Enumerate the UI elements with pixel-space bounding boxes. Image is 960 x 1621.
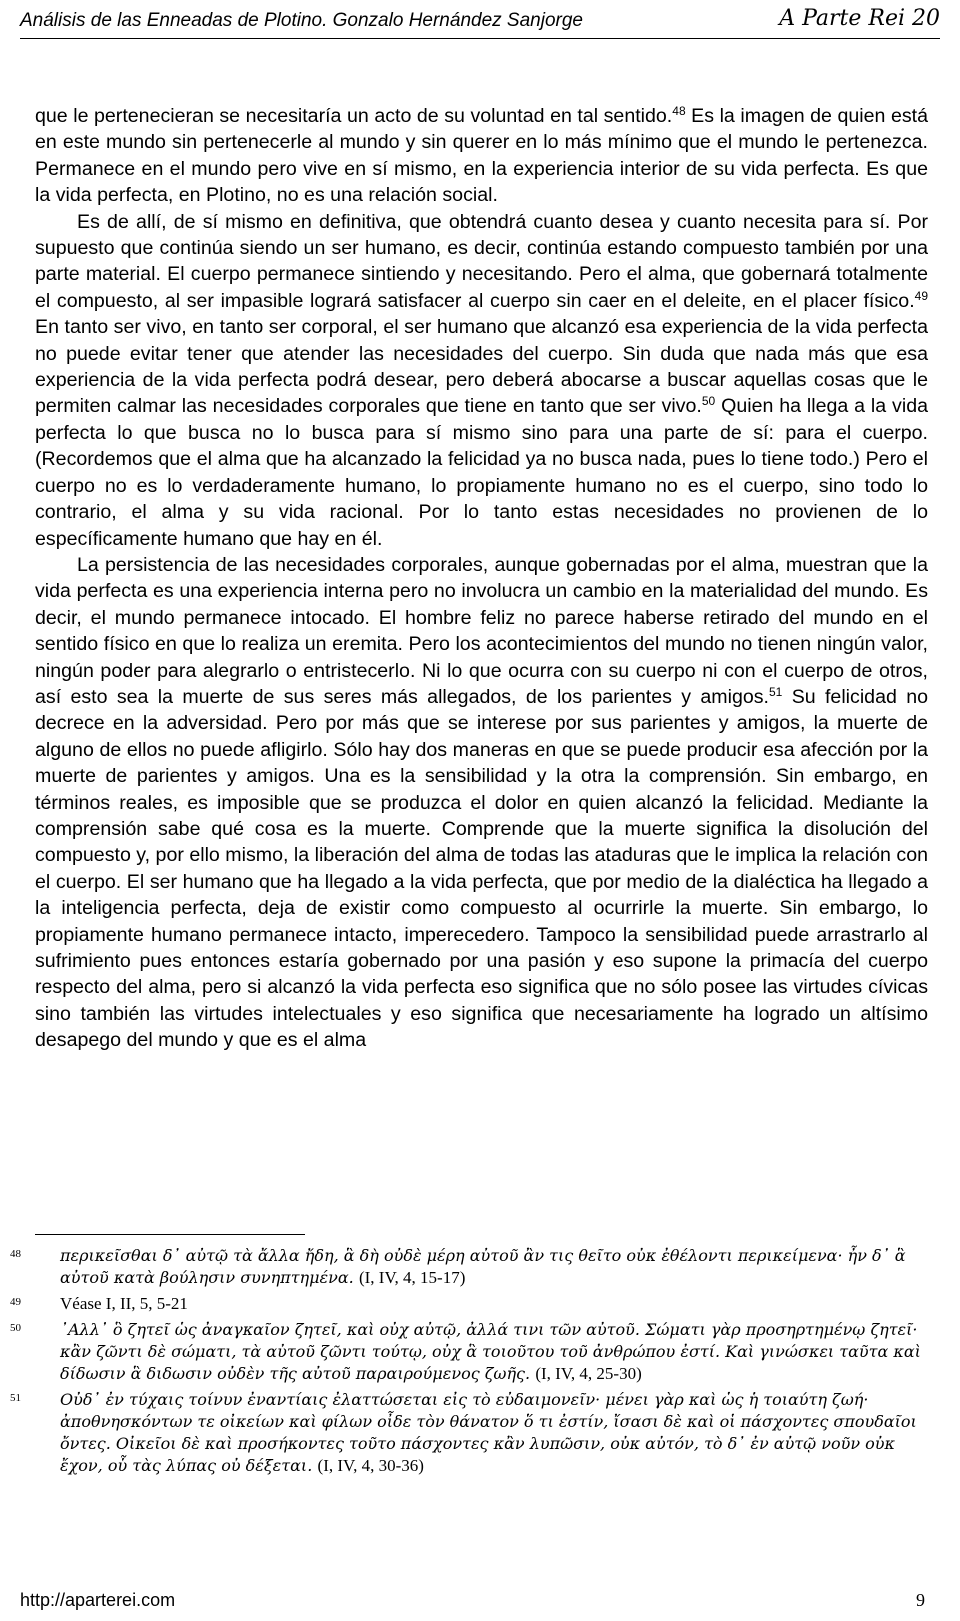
citation: (I, IV, 4, 30-36) — [317, 1456, 424, 1475]
footnote-ref-50[interactable]: 50 — [701, 394, 716, 409]
greek-quote: περικεῖσθαι δ᾽ αὐτῷ τὰ ἄλλα ἤδη, ἃ δὴ οὐδὲ μέρη αὐτοῦ ἂν τις θεῖτο οὐκ ἐθέλοντι περικείμενα· ἦν δ᾽ ἃ αὐτοῦ κατὰ βούλησιν συνηπτημένα. — [60, 1246, 906, 1287]
footnote-51 — [0, 1389, 928, 1477]
footnote-number: 51 — [10, 1392, 21, 1404]
footnote-ref-51[interactable]: 51 — [769, 684, 783, 699]
footnote-48 — [0, 1245, 928, 1289]
footnote-ref-49[interactable]: 49 — [914, 288, 928, 303]
footnotes — [0, 1245, 928, 1481]
running-title: Análisis de las Enneadas de Plotino. Gonzalo Hernández Sanjorge — [20, 10, 583, 31]
footnote-number: 49 — [10, 1296, 21, 1308]
footnote-number: 48 — [10, 1248, 21, 1260]
journal-brand: A Parte Rei 20 — [779, 6, 940, 31]
footnote-separator — [35, 1234, 305, 1235]
citation: Véase I, II, 5, 5-21 — [60, 1294, 188, 1313]
page-header — [20, 6, 940, 36]
paragraph-1: que le pertenecieran se necesitaría un acto de su voluntad en tal sentido.$^{48}$ Es la imagen de quien está en este mundo sin pertenecerle al mundo y sin querer en lo más mínimo que el mundo le pertenezca. Permanece en el mundo pero vive en sí mismo, en la experiencia interior de su vida perfecta. Es que la vida perfecta, en Plotino, no es una relación social. — [35, 104, 928, 207]
site-link[interactable]: http://aparterei.com — [20, 1590, 176, 1610]
page-footer — [20, 1590, 925, 1614]
citation: (I, IV, 4, 25-30) — [535, 1364, 642, 1383]
page-number: 9 — [916, 1590, 925, 1610]
citation: (I, IV, 4, 15-17) — [358, 1268, 466, 1287]
paragraph-2: Es de allí, de sí mismo en definitiva, que obtendrá cuanto desea y cuanto necesita para sí. Por supuesto que continúa siendo un ser humano, es decir, continúa estando compuesto también por una parte material. El cuerpo permanece sintiendo y necesitando. Pero el alma, que gobernará totalmente el compuesto, al ser impasible logrará satisfacer al cuerpo sin caer en el deleite, en el placer físico.$^{49}$ En tanto ser vivo, en tanto ser corporal, el ser humano que alcanzó esa experiencia de la vida perfecta no puede evitar tener que atender las necesidades del cuerpo. Sin duda que nada más que esa experiencia de la vida perfecta podrá desear, pero deberá abocarse a buscar aquellas cosas que le permiten calmar las necesidades corporales que tiene en tanto que ser vivo.$^{50}$ Quien ha llega a la vida perfecta lo que busca no lo busca para sí mismo sino para una parte de sí: para el cuerpo. (Recordemos que el alma que ha alcanzado la felicidad ya no busca nada, pues lo tiene todo.) Pero el cuerpo no es lo verdaderamente humano, lo propiamente humano no es el cuerpo, sino todo lo contrario, el alma y su vida racional. Por lo tanto estas necesidades no provienen de lo específicamente humano que hay en él. — [35, 210, 928, 550]
greek-quote: Οὐδ᾽ ἐν τύχαις τοίνυν ἐναντίαις ἐλαττώσεται εἰς τὸ εὐδαιμονεῖν· μένει γὰρ καὶ ὡς ἡ τοιαύτη ζωή· ἀποθνησκόντων τε οἰκείων καὶ φίλων οἶδε τὸν θάνατον ὅ τι ἐστίν, ἴσασι δὲ καὶ οἱ πάσχοντες σπουδαῖοι ὄντες. Οἰκεῖοι δὲ καὶ προσήκοντες τοῦτο πάσχοντες κἂν λυπῶσιν, οὐκ αὐτόν, τὸ δ᾽ ἐν αὐτῷ νοῦν οὐκ ἔχον, οὗ τὰς λύπας οὐ δέξεται. — [60, 1390, 917, 1475]
footnote-number: 50 — [10, 1322, 21, 1334]
footnote-50 — [0, 1319, 928, 1385]
greek-quote: ᾽Αλλ᾽ ὃ ζητεῖ ὡς ἀναγκαῖον ζητεῖ, καὶ οὐχ αὐτῷ, ἀλλά τινι τῶν αὐτοῦ. Σώματι γὰρ προσηρτημένῳ ζητεῖ· κἂν ζῶντι δὲ σώματι, τὰ αὐτοῦ ζῶντι τούτῳ, οὐχ ἃ τοιοῦτου τοῦ ἀνθρώπου ἐστί. Καὶ γινώσκει ταῦτα καὶ δίδωσιν ἃ διδωσιν οὐδὲν τῆς αὐτοῦ παραιρούμενος ζωῆς. — [60, 1320, 921, 1383]
header-rule — [20, 38, 940, 39]
paragraph-3: La persistencia de las necesidades corporales, aunque gobernadas por el alma, muestran que la vida perfecta es una experiencia interna pero no involucra un cambio en la materialidad del mundo. Es decir, el mundo permanece intocado. El hombre feliz no parece haberse retirado del mundo en el sentido físico en que lo realiza un eremita. Pero los acontecimientos del mundo no tienen ningún valor, ningún poder para alegrarlo o entristecerlo. Ni lo que ocurra con su cuerpo ni con el cuerpo de otros, así esto sea la muerte de sus seres más allegados, de los parientes y amigos.$^{51}$ Su felicidad no decrece en la adversidad. Pero por más que se interese por sus parientes y amigos, la muerte de alguno de ellos no puede afligirlo. Sólo hay dos maneras en que se puede producir esa afección por la muerte de parientes y amigos. Una es la sensibilidad y la otra la comprensión. Sin embargo, en términos reales, es imposible que se produzca el dolor en quien alcanzó la felicidad. Mediante la comprensión sabe qué cosa es la muerte. Comprende que la muerte significa la disolución del compuesto y, por ello mismo, la liberación del alma de todas las ataduras que le implica la relación con el cuerpo. El ser humano que ha llegado a la vida perfecta, que por medio de la dialéctica ha llegado a la inteligencia perfecta, deja de existir como compuesto al ocurrirle la muerte. Sin embargo, lo propiamente humano permanece intacto, imperecedero. Tampoco la sensibilidad puede arrastrarlo al sufrimiento pues entonces estaría gobernado por una pasión y eso supone la primacía del cuerpo respecto del alma, pero si alcanzó la vida perfecta eso significa que no sólo posee las virtudes cívicas sino también las virtudes intelectuales y eso significa que necesariamente ha logrado un altísimo desapego del mundo y que es el alma — [35, 553, 928, 1052]
main-text — [35, 103, 928, 1054]
footnote-ref-48[interactable]: 48 — [672, 104, 686, 118]
footnote-49 — [0, 1293, 928, 1315]
